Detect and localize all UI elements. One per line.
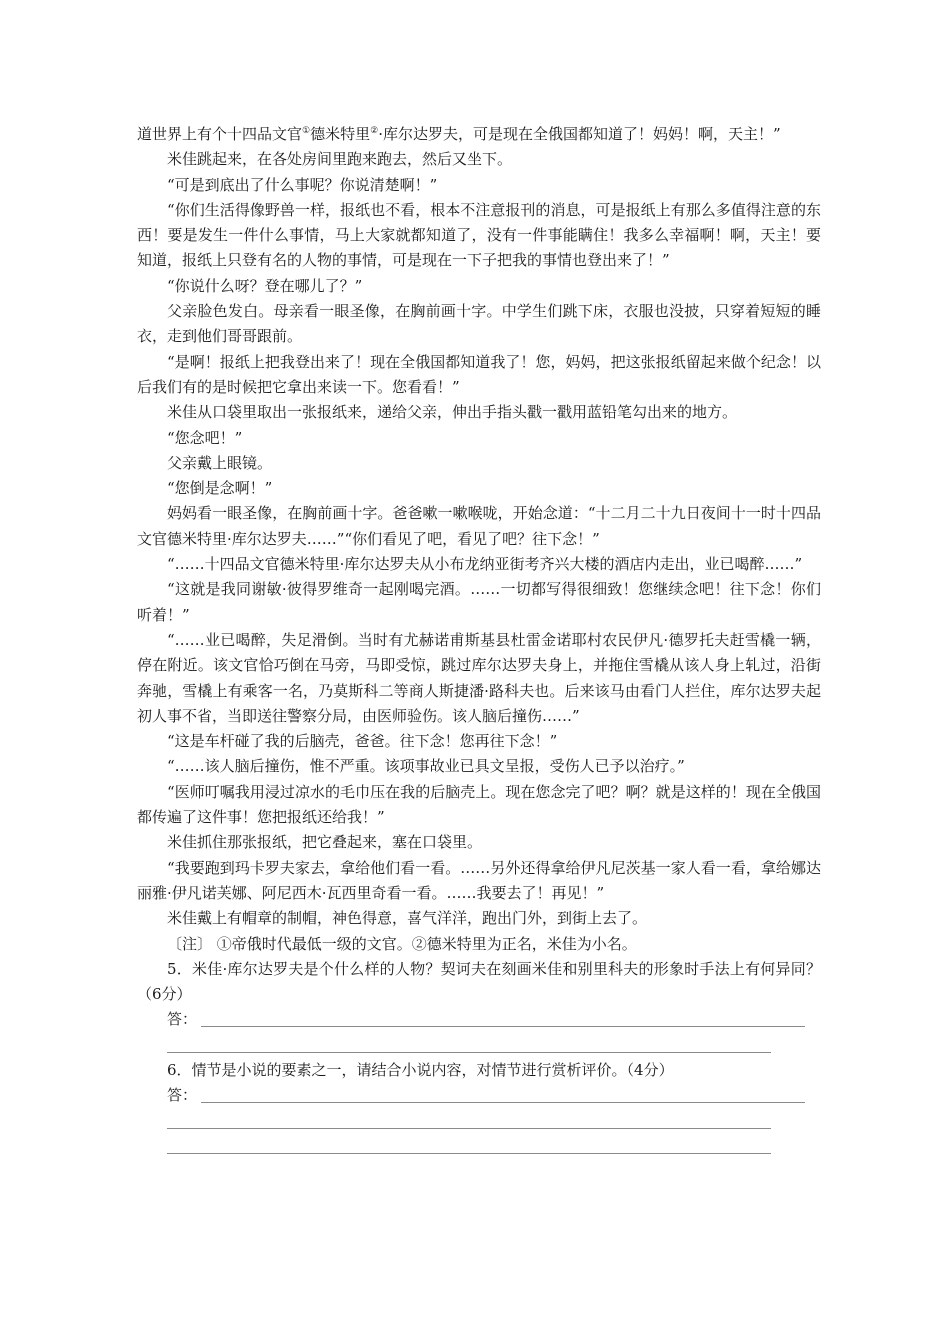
story-paragraph (137, 628, 821, 729)
story-text (137, 122, 821, 1159)
footnote-marker: ① (302, 126, 311, 136)
story-paragraph (137, 552, 821, 577)
answer-rule (167, 1128, 771, 1129)
paragraph-text: “您倒是念啊！” (167, 479, 273, 498)
paragraph-text: “我要跑到玛卡罗夫家去，拿给他们看一看。……另外还得拿给伊凡尼茨基一家人看一看，拿给娜达丽雅·伊凡诺芙娜、阿尼西木·瓦西里奇看一看。……我要去了！再见！” (137, 858, 821, 902)
paragraph-text: 米佳从口袋里取出一张报纸来，递给父亲，伸出手指头戳一戳用蓝铅笔勾出来的地方。 (167, 403, 738, 422)
paragraph-text: “……十四品文官德米特里·库尔达罗夫从小布龙纳亚街考齐兴大楼的酒店内走出，业已喝醉……” (167, 555, 803, 574)
story-paragraph (137, 476, 821, 501)
paragraph-text: ·库尔达罗夫，可是现在全俄国都知道了！妈妈！啊，天主！” (378, 125, 781, 143)
story-paragraph (137, 350, 821, 401)
story-paragraph (137, 932, 821, 957)
paragraph-text: “……该人脑后撞伤，惟不严重。该项事故业已具文呈报，受伤人已予以治疗。” (167, 757, 685, 776)
answer-line[interactable] (137, 1134, 821, 1159)
paragraph-text: 米佳戴上有帽章的制帽，神色得意，喜气洋洋，跑出门外，到街上去了。 (167, 909, 648, 928)
story-paragraph (137, 274, 821, 299)
story-paragraph (137, 426, 821, 451)
story-paragraph (137, 577, 821, 628)
paragraph-text: 父亲脸色发白。母亲看一眼圣像，在胸前画十字。中学生们跳下床，衣服也没披，只穿着短短的睡衣，走到他们哥哥跟前。 (137, 302, 821, 346)
paragraph-text: 〔注〕 ①帝俄时代最低一级的文官。②德米特里为正名，米佳为小名。 (167, 934, 637, 953)
paragraph-text: 妈妈看一眼圣像，在胸前画十字。爸爸嗽一嗽喉咙，开始念道：“十二月二十九日夜间十一时十四品文官德米特里·库尔达罗夫……”“你们看见了吧，看见了吧？往下念！” (137, 504, 821, 548)
paragraph-text: “……业已喝醉，失足滑倒。当时有尤赫诺甫斯基县杜雷金诺耶村农民伊凡·德罗托夫赶雪橇一辆，停在附近。该文官恰巧倒在马旁，马即受惊，跳过库尔达罗夫身上，并拖住雪橇从该人身上轧过，沿街奔驰，雪橇上有乘客一名，乃莫斯科二等商人斯捷潘·路科夫也。后来该马由看门人拦住，库尔达罗夫起初人事不省，当即送往警察分局，由医师验伤。该人脑后撞伤……” (137, 630, 821, 725)
paragraph-text: “这就是我同谢敏·彼得罗维奇一起刚喝完酒。……一切都写得很细致！您继续念吧！往下念！你们听着！” (137, 580, 821, 624)
answer-line[interactable] (137, 1007, 821, 1032)
story-paragraph (137, 780, 821, 831)
footnote-marker: ② (370, 126, 379, 136)
answer-prefix: 答： (167, 1086, 198, 1105)
paragraph-text: “可是到底出了什么事呢？你说清楚啊！” (167, 175, 438, 194)
story-paragraph (137, 400, 821, 425)
question-6: 6．情节是小说的要素之一，请结合小说内容，对情节进行赏析评价。（4分） (167, 1060, 674, 1079)
story-paragraph (137, 451, 821, 476)
paragraph-text: 德米特里 (310, 125, 371, 143)
answer-prefix: 答： (167, 1010, 198, 1029)
story-paragraph (137, 147, 821, 172)
answer-line[interactable] (137, 1109, 821, 1134)
story-paragraph (137, 501, 821, 552)
story-paragraph (137, 754, 821, 779)
paragraph-text: 父亲戴上眼镜。 (167, 453, 273, 472)
answer-line[interactable] (137, 1083, 821, 1108)
story-paragraph (137, 299, 821, 350)
answer-rule (201, 1102, 805, 1103)
answer-line[interactable] (137, 1033, 821, 1058)
paragraph-text: 米佳抓住那张报纸，把它叠起来，塞在口袋里。 (167, 833, 483, 852)
paragraph-text: 道世界上有个十四品文官 (137, 125, 303, 143)
story-paragraph (137, 906, 821, 931)
paragraph-text: “你们生活得像野兽一样，报纸也不看，根本不注意报刊的消息，可是报纸上有那么多值得注意的东西！要是发生一件什么事情，马上大家就都知道了，没有一件事能瞒住！我多么幸福啊！啊，天主！要知道，报纸上只登有名的人物的事情，可是现在一下子把我的事情也登出来了！” (137, 200, 821, 270)
paragraph-text: 米佳跳起来，在各处房间里跑来跑去，然后又坐下。 (167, 150, 513, 169)
paragraph-text: “是啊！报纸上把我登出来了！现在全俄国都知道我了！您，妈妈，把这张报纸留起来做个纪念！以后我们有的是时候把它拿出来读一下。您看看！” (137, 352, 821, 396)
paragraph-text: “医师叮嘱我用浸过凉水的毛巾压在我的后脑壳上。现在您念完了吧？啊？就是这样的！现在全俄国都传遍了这件事！您把报纸还给我！” (137, 782, 821, 827)
story-paragraph (137, 856, 821, 907)
story-paragraph (137, 173, 821, 198)
paragraph-text: “你说什么呀？登在哪儿了？” (167, 276, 363, 295)
answer-rule (201, 1026, 805, 1027)
story-paragraph (137, 830, 821, 855)
question-5: 5．米佳·库尔达罗夫是个什么样的人物？契诃夫在刻画米佳和别里科夫的形象时手法上有何异同？（6分） (137, 959, 821, 1004)
story-paragraph (137, 729, 821, 754)
story-paragraph (137, 122, 821, 147)
paragraph-text: “您念吧！” (167, 428, 243, 447)
answer-rule (167, 1153, 771, 1154)
story-paragraph (137, 198, 821, 274)
answer-rule (167, 1052, 771, 1053)
paragraph-text: “这是车杆碰了我的后脑壳，爸爸。往下念！您再往下念！” (167, 732, 558, 751)
